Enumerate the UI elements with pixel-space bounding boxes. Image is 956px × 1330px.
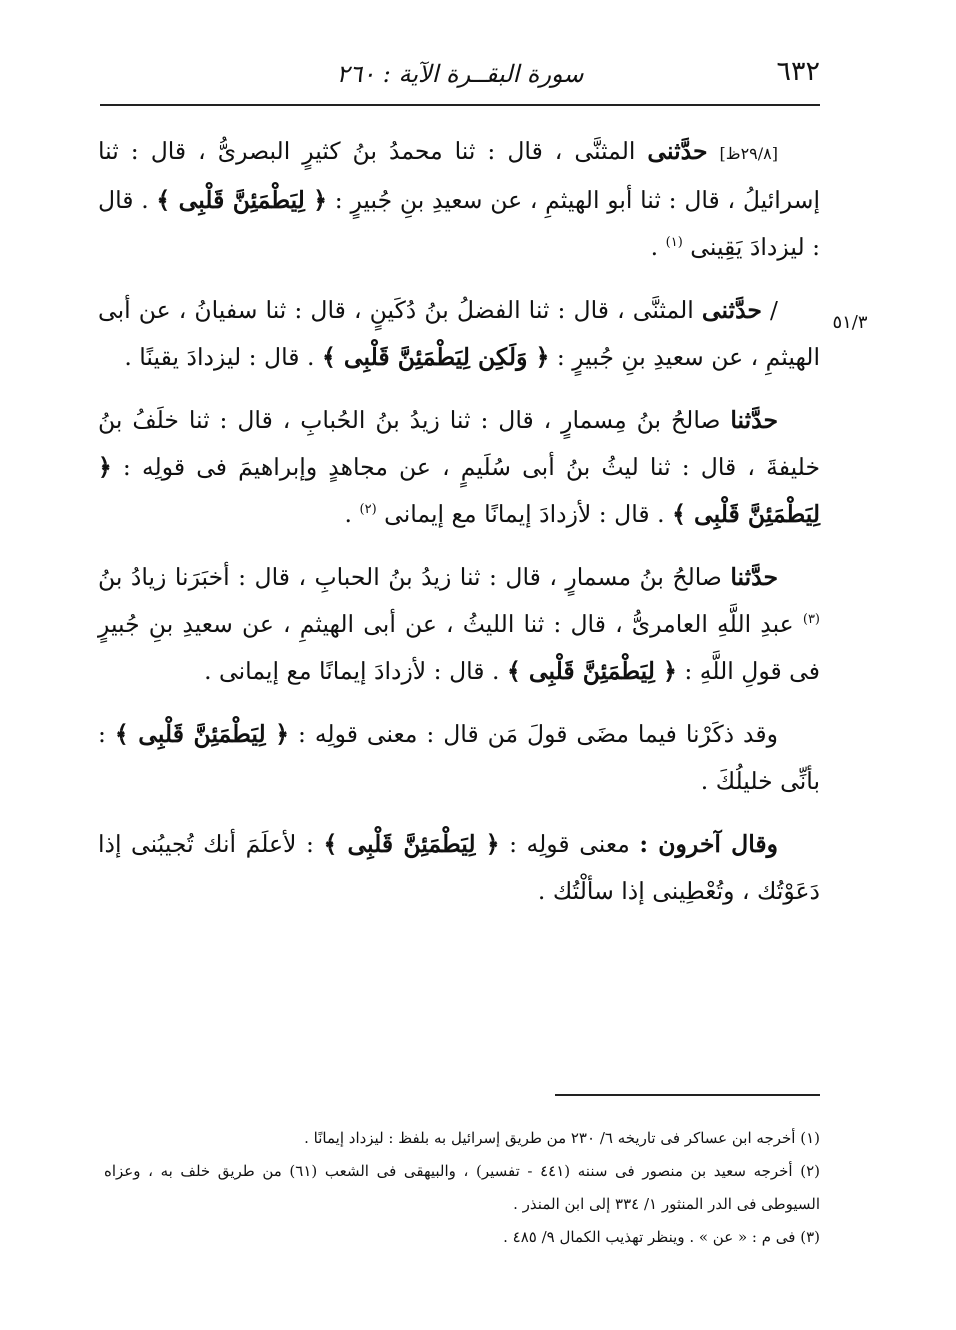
paragraph-lead: حدَّثنا <box>730 563 778 591</box>
running-header <box>100 52 820 100</box>
footnote-separator <box>555 1094 820 1096</box>
paragraph <box>98 554 820 695</box>
running-title: سورة البقــرة الآية : ٢٦٠ <box>336 60 584 88</box>
paragraph-text: . قال : لأزدادَ إيمانًا مع إيمانى . <box>204 657 500 685</box>
paragraph <box>98 397 820 538</box>
paragraph-lead: وقال آخرون : <box>639 830 778 858</box>
paragraph-text: عبدِ اللَّهِ العامرىُّ ، قال : ثنا الليثُ ، عن أبى الهيثمِ ، عن سعيدِ بنِ جُبيرٍ فى قولِ اللَّهِ : <box>98 610 820 685</box>
paragraph-end: . <box>650 233 659 261</box>
footnote: (٢) أخرجه سعيد بن منصور فى سننه (٤٤١ - تفسير) ، والبيهقى فى الشعب (٦١) من طريق خلف به ، وعزاه السيوطى فى الدر المنثور ١/ ٣٣٤ إلى ابن المنذر . <box>104 1162 820 1213</box>
main-text <box>98 128 820 931</box>
paragraph <box>98 128 820 271</box>
quran-quote: ﴿ لِيَطْمَئِنَّ قَلْبِى ﴾ <box>506 657 677 685</box>
quran-quote: ﴿ لِيَطْمَئِنَّ قَلْبِى ﴾ <box>323 830 500 858</box>
page-break-slash: / <box>770 296 778 324</box>
paragraph-text: معنى قولِه : <box>509 830 630 858</box>
paragraph <box>98 821 820 915</box>
paragraph-text: صالحُ بنُ مسمارٍ ، قال : ثنا زيدُ بنُ الحبابِ ، قال : أخبَرَنا زيادُ بنُ <box>98 563 722 591</box>
paragraph-lead: حدَّثنى <box>647 137 708 165</box>
quran-quote: ﴿ لِيَطْمَئِنَّ قَلْبِى ﴾ <box>156 186 328 214</box>
manuscript-page-marker: [٢٩/٨ظ] <box>719 144 778 163</box>
page-number: ٦٣٢ <box>776 56 820 87</box>
paragraph-text: المثنَّى ، قال : ثنا الفضلُ بنُ دُكَينٍ ، قال : ثنا سفيانُ ، عن أبى الهيثمِ ، عن سعيدِ بنِ جُبيرٍ : <box>98 296 820 371</box>
paragraph-text: . قال : ليزدادَ يقينًا . <box>124 343 315 371</box>
quran-quote: ﴿ لِيَطْمَئِنَّ قَلْبِى ﴾ <box>114 720 290 748</box>
footnote: (٣) فى م : « عن » . وينظر تهذيب الكمال ٩/ ٤٨٥ . <box>503 1228 820 1246</box>
paragraph-text: . قال : ليزدادَ يَقِينى <box>98 186 820 261</box>
paragraph-text: صالحُ بنُ مِسمارٍ ، قال : ثنا زيدُ بنُ الحُبابِ ، قال : ثنا خلَفُ بنُ خليفةَ ، قال : ثنا ليثُ بنُ أبى سُلَيمٍ ، عن مجاهدٍ وإبراهيمَ فى قولِه : <box>98 406 820 481</box>
paragraph-text: : بأنِّى خليلُكَ . <box>98 720 820 795</box>
header-rule <box>100 104 820 106</box>
quran-quote: ﴿ لِيَطْمَئِنَّ قَلْبِى ﴾ <box>98 453 820 528</box>
paragraph-text: : لأعلَمَ أنك تُجيبُنى إذا دَعَوْتُك ، وتُعْطِينى إذا سألْتُك . <box>98 830 820 905</box>
paragraph <box>98 711 820 805</box>
footnote-ref: (١) <box>665 235 683 251</box>
paragraph-lead: حدَّثنا <box>730 406 778 434</box>
footnote-ref: (٢) <box>359 502 377 518</box>
paragraph-text: وقد ذكَرْنا فيما مضَى قولَ مَن قال : معنى قولِه : <box>297 720 778 748</box>
paragraph-end: . <box>344 500 353 528</box>
quran-quote: ﴿ وَلَكِن لِيَطْمَئِنَّ قَلْبِى ﴾ <box>321 343 550 371</box>
footnote-ref: (٣) <box>802 612 820 628</box>
footnotes <box>104 1122 820 1254</box>
paragraph-lead: حدَّثنى <box>701 296 762 324</box>
footnote: (١) أخرجه ابن عساكر فى تاريخه ٦/ ٢٣٠ من طريق إسرائيل به بلفظ : ليزداد إيمانًا . <box>304 1129 820 1147</box>
paragraph <box>98 287 820 381</box>
paragraph-text: المثنَّى ، قال : ثنا محمدُ بنُ كثيرٍ البصرىُّ ، قال : ثنا إسرائيلُ ، قال : ثنا أبو الهيثمِ ، عن سعيدِ بنِ جُبيرٍ : <box>98 137 820 214</box>
margin-page-reference: ٥١/٣ <box>832 312 868 333</box>
paragraph-text: . قال : لأزدادَ إيمانًا مع إيمانى <box>384 500 665 528</box>
